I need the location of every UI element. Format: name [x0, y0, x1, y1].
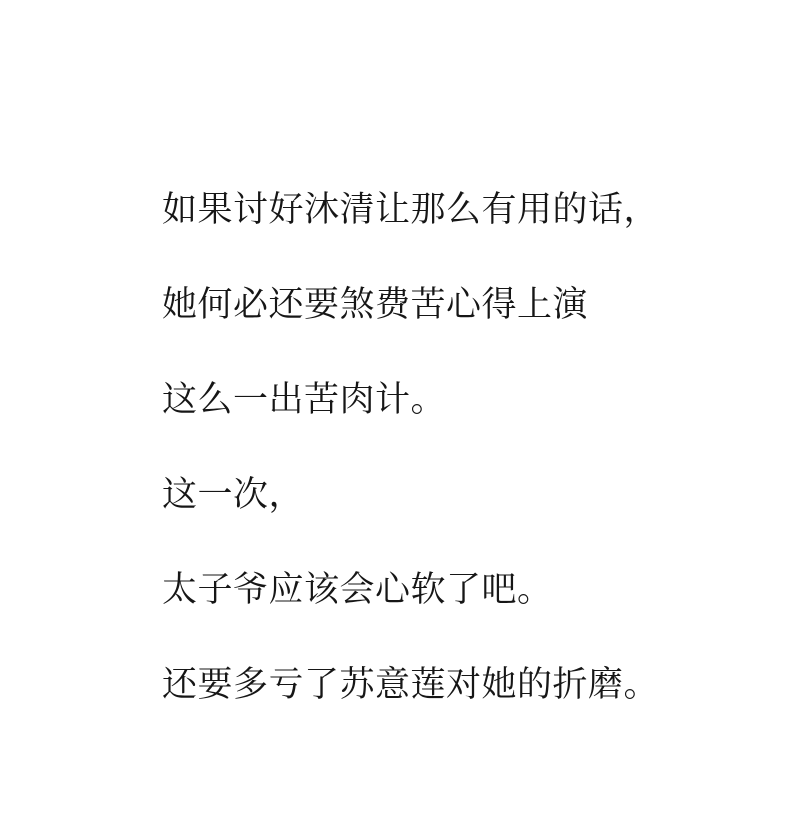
text-line-2: 她何必还要煞费苦心得上演 — [162, 285, 589, 325]
text-line-3: 这么一出苦肉计。 — [162, 380, 447, 420]
text-line-4: 这一次， — [162, 475, 305, 515]
text-line-5: 太子爷应该会心软了吧。 — [162, 570, 553, 610]
text-line-1: 如果讨好沐清让那么有用的话， — [162, 190, 660, 230]
text-line-6: 还要多亏了苏意莲对她的折磨。 — [162, 665, 660, 705]
